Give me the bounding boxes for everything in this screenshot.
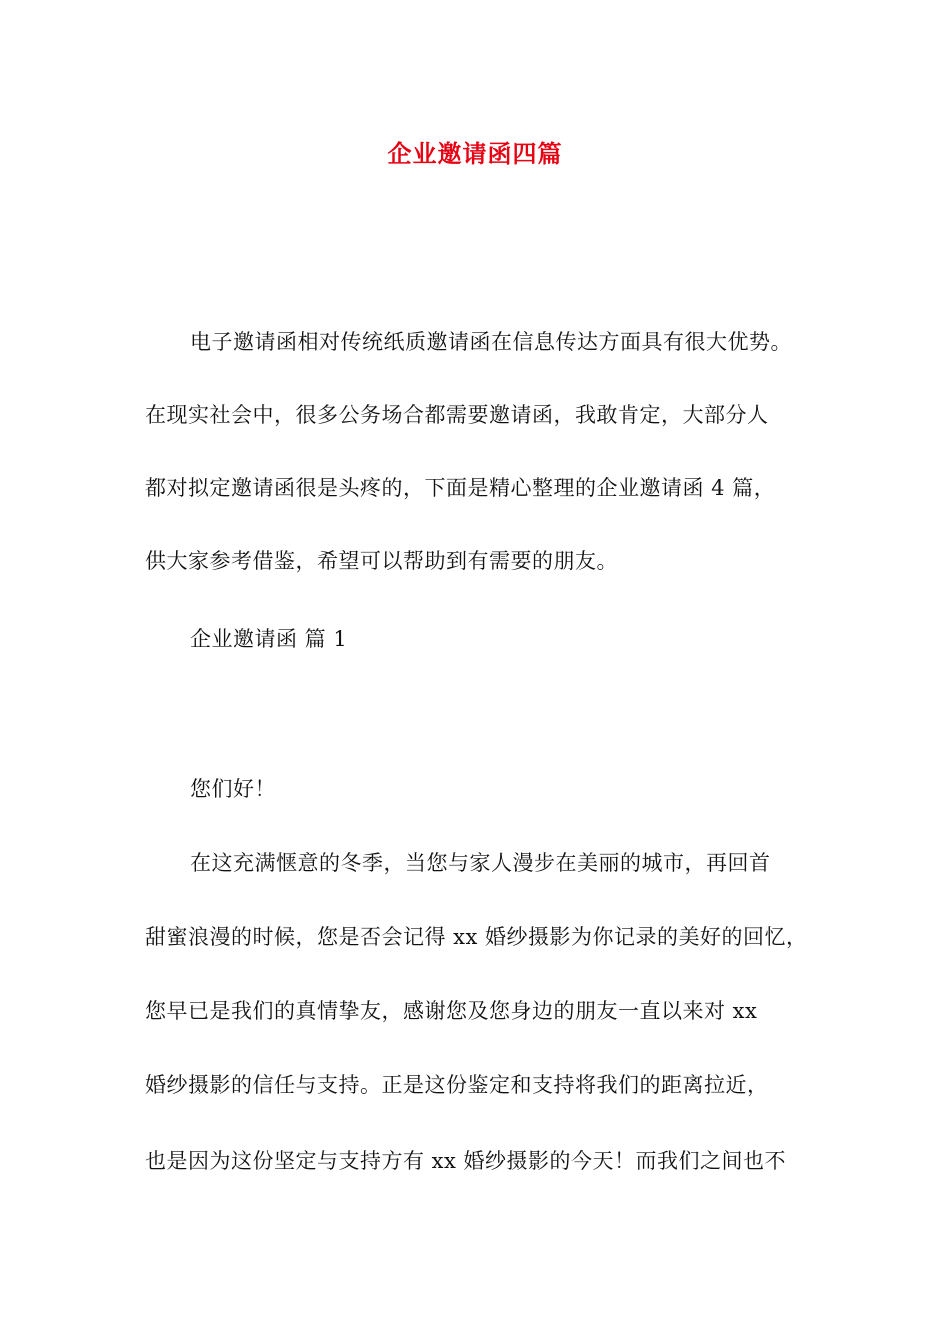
intro-line-3: 都对拟定邀请函很是头疼的，下面是精心整理的企业邀请函 4 篇， <box>145 476 776 500</box>
body-line-1: 在这充满惬意的冬季，当您与家人漫步在美丽的城市，再回首 <box>190 851 771 875</box>
intro-line-2: 在现实社会中，很多公务场合都需要邀请函，我敢肯定，大部分人 <box>145 403 769 427</box>
body-line-3: 您早已是我们的真情挚友，感谢您及您身边的朋友一直以来对 xx <box>145 999 758 1023</box>
intro-line-4: 供大家参考借鉴，希望可以帮助到有需要的朋友。 <box>145 549 618 573</box>
body-line-2: 甜蜜浪漫的时候，您是否会记得 xx 婚纱摄影为你记录的美好的回忆， <box>145 925 808 949</box>
intro-line-1: 电子邀请函相对传统纸质邀请函在信息传达方面具有很大优势。 <box>190 330 792 354</box>
body-line-4: 婚纱摄影的信任与支持。正是这份鉴定和支持将我们的距离拉近， <box>145 1073 769 1097</box>
greeting: 您们好！ <box>190 777 276 801</box>
document-title: 企业邀请函四篇 <box>387 139 563 168</box>
body-line-5: 也是因为这份坚定与支持方有 xx 婚纱摄影的今天！而我们之间也不 <box>145 1149 787 1173</box>
section-heading: 企业邀请函 篇 1 <box>190 627 348 651</box>
